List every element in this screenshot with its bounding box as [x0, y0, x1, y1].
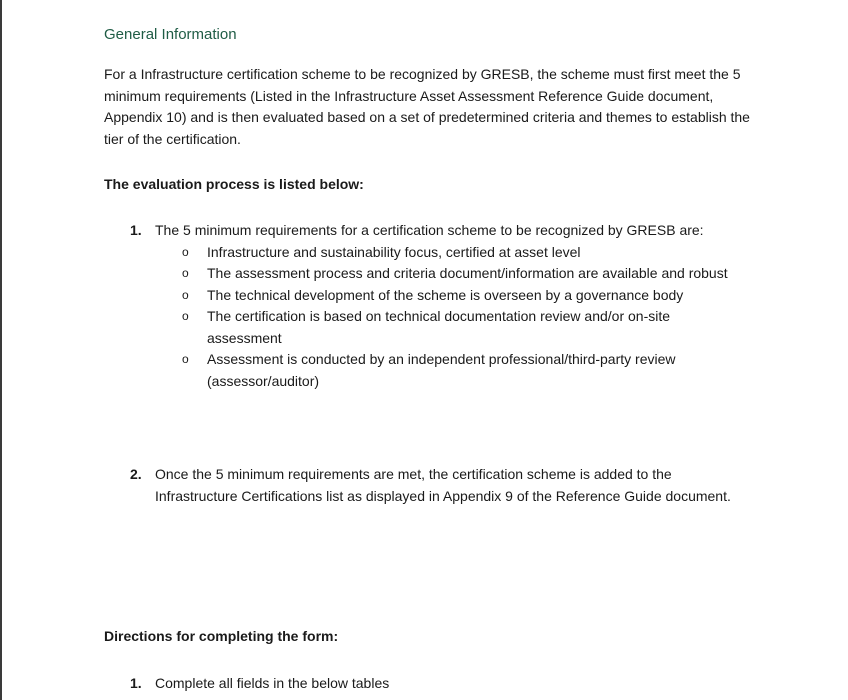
directions-label: Directions for completing the form:: [104, 628, 339, 644]
section-heading: General Information: [104, 26, 237, 43]
evaluation-item-number: 2.: [130, 466, 142, 482]
evaluation-item-text: The 5 minimum requirements for a certification scheme to be recognized by GRESB are:: [155, 222, 704, 238]
bullet-marker: o: [182, 309, 189, 323]
requirement-bullet: The technical development of the scheme is overseen by a governance body: [207, 287, 684, 303]
evaluation-label: The evaluation process is listed below:: [104, 176, 364, 192]
requirement-bullet: The assessment process and criteria document/information are available and robust: [207, 265, 728, 281]
directions-item-number: 1.: [130, 675, 142, 691]
bullet-marker: o: [182, 352, 189, 366]
requirement-bullet: The certification is based on technical documentation review and/or on-site assessment: [207, 308, 671, 346]
directions-item-text: Complete all fields in the below tables: [155, 675, 390, 691]
bullet-marker: o: [182, 288, 189, 302]
evaluation-item-text: Once the 5 minimum requirements are met, the certification scheme is added to the Infrastructure Certifications list as displayed in Appendix 9 of the Reference Guide document.: [155, 466, 731, 504]
bullet-marker: o: [182, 266, 189, 280]
intro-paragraph: For a Infrastructure certification scheme to be recognized by GRESB, the scheme must first meet the 5 minimum requirements (Listed in the Infrastructure Asset Assessment Reference Guide document, Appendix 10) and is then evaluated based on a set of predetermined criteria and themes to establish the tier of the certification.: [104, 66, 750, 147]
page-left-edge: [0, 0, 2, 700]
requirement-bullet: Infrastructure and sustainability focus, certified at asset level: [207, 244, 581, 260]
evaluation-item-number: 1.: [130, 222, 142, 238]
requirement-bullet: Assessment is conducted by an independent professional/third-party review (assessor/auditor): [207, 351, 676, 389]
bullet-marker: o: [182, 245, 189, 259]
